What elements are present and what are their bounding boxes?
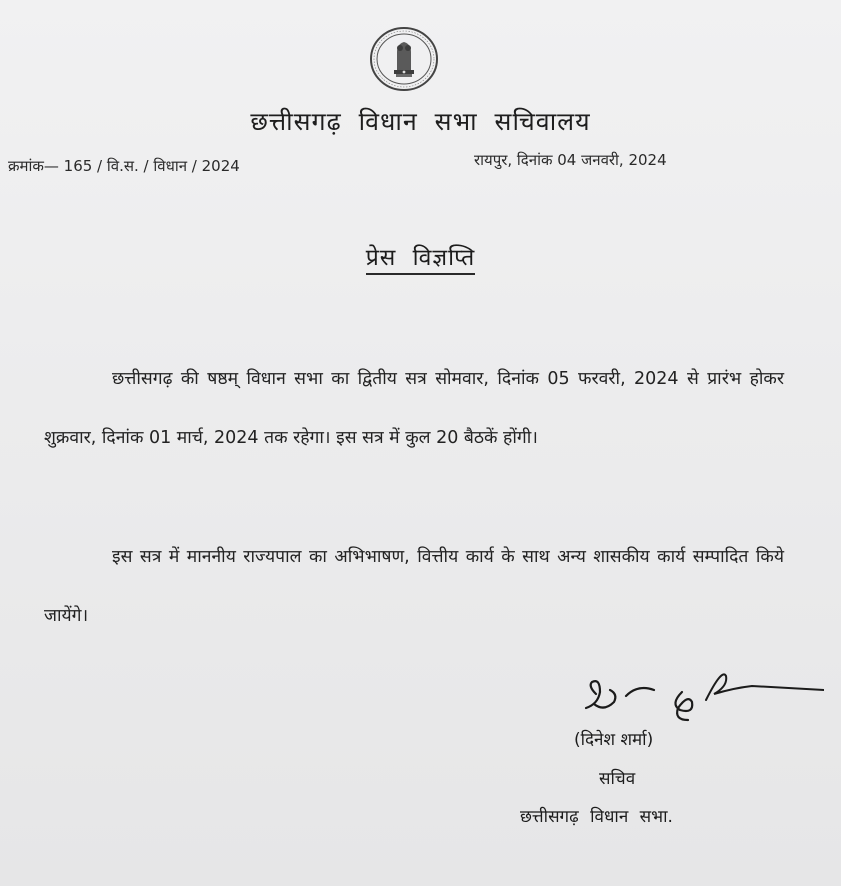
signatory-designation: सचिव xyxy=(599,769,636,789)
secretariat-title: छत्तीसगढ़ विधान सभा सचिवालय xyxy=(250,107,591,136)
place-date: रायपुर, दिनांक 04 जनवरी, 2024 xyxy=(474,151,667,169)
paragraph-session-dates: छत्तीसगढ़ की षष्ठम् विधान सभा का द्वितीय सत्र सोमवार, दिनांक 05 फरवरी, 2024 से प्रारंभ होकर शुक्रवार, दिनांक 01 मार्च, 2024 तक रहेगा। इस सत्र में कुल 20 बैठकें होंगी। xyxy=(44,369,784,448)
signatory-organization: छत्तीसगढ़ विधान सभा. xyxy=(520,807,673,827)
reference-number: क्रमांक— 165 / वि.स. / विधान / 2024 xyxy=(8,157,240,175)
signatory-name: (दिनेश शर्मा) xyxy=(574,730,654,750)
heading-text: प्रेस विज्ञप्ति xyxy=(366,245,476,275)
document-heading xyxy=(0,240,841,272)
state-emblem-seal-icon xyxy=(368,26,440,92)
paragraph-session-business: इस सत्र में माननीय राज्यपाल का अभिभाषण, वित्तीय कार्य के साथ अन्य शासकीय कार्य सम्पादित किये जायेंगे। xyxy=(44,547,784,626)
